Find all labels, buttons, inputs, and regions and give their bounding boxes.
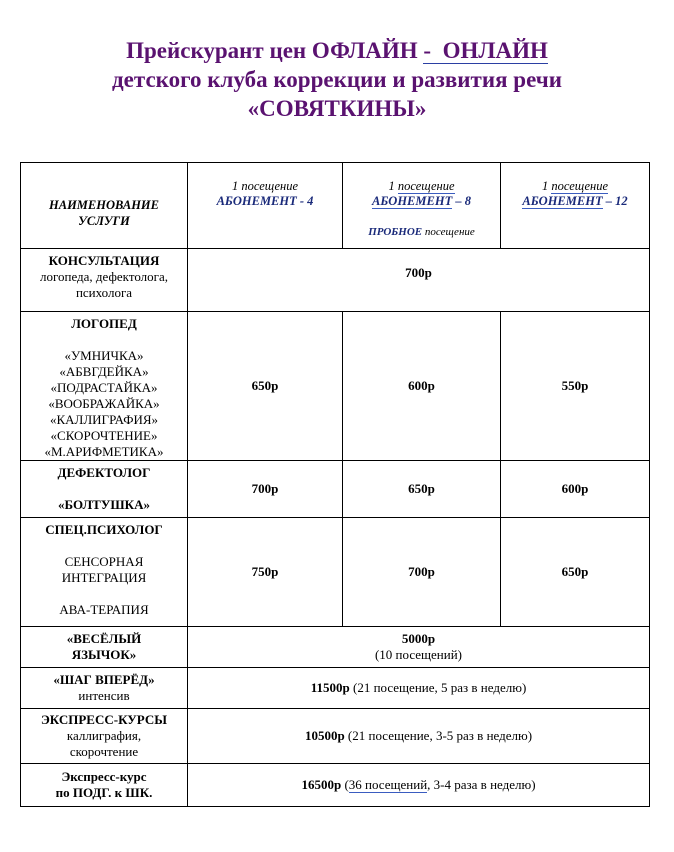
row-logoped — [21, 312, 650, 461]
program-item: «СКОРОЧТЕНИЕ» — [50, 428, 158, 443]
price-psych-8: 700р — [343, 518, 501, 627]
row-school-prep — [21, 764, 650, 807]
title-offline: Прейскурант цен ОФЛАЙН — [126, 38, 418, 63]
header-col1-abon: АБОНЕМЕНТ - 4 — [216, 194, 314, 208]
price-logoped-12: 550р — [501, 312, 650, 461]
service-step-forward: «ШАГ ВПЕРЁД» интенсив — [21, 668, 188, 709]
title-line-3: «СОВЯТКИНЫ» — [247, 96, 427, 121]
service-happy-tongue: «ВЕСЁЛЫЙ ЯЗЫЧОК» — [21, 627, 188, 668]
program-item: «УМНИЧКА» — [64, 348, 144, 363]
program-item: «АБВГДЕЙКА» — [59, 364, 149, 379]
service-express-courses: ЭКСПРЕСС-КУРСЫ каллиграфия, скорочтение — [21, 709, 188, 764]
header-abon12 — [501, 163, 650, 249]
title-online: ОНЛАЙН — [436, 38, 548, 63]
price-defect-8: 650р — [343, 461, 501, 518]
title-separator: - — [423, 38, 437, 63]
row-consultation — [21, 249, 650, 312]
price-table — [20, 162, 650, 807]
header-row — [21, 163, 650, 249]
price-psych-12: 650р — [501, 518, 650, 627]
header-single-abon4 — [188, 163, 343, 249]
service-consultation: КОНСУЛЬТАЦИЯ логопеда, дефектолога, психолога — [21, 249, 188, 312]
header-col3-abon: АБОНЕМЕНТ – 12 — [522, 194, 628, 208]
price-logoped-8: 600р — [343, 312, 501, 461]
program-item: «М.АРИФМЕТИКА» — [44, 444, 164, 459]
row-psychologist — [21, 518, 650, 627]
service-school-prep: Экспресс-курс по ПОДГ. к ШК. — [21, 764, 188, 807]
program-item: «ВООБРАЖАЙКА» — [48, 396, 160, 411]
price-express-courses: 10500р (21 посещение, 3-5 раз в неделю) — [188, 709, 650, 764]
row-defectologist — [21, 461, 650, 518]
price-school-prep: 16500р (36 посещений, 3-4 раза в неделю) — [188, 764, 650, 807]
service-logoped: ЛОГОПЕД «УМНИЧКА» «АБВГДЕЙКА» «ПОДРАСТАЙКА» «ВООБРАЖАЙКА» «КАЛЛИГРАФИЯ» «СКОРОЧТЕНИЕ» «М.АРИФМЕТИКА» — [21, 312, 188, 461]
price-consultation: 700р — [188, 249, 650, 312]
header-trial-visit: ПРОБНОЕ посещение — [368, 226, 475, 238]
page-title — [0, 36, 674, 123]
header-col2-abon: АБОНЕМЕНТ – 8 — [372, 194, 471, 208]
program-item: «КАЛЛИГРАФИЯ» — [49, 412, 159, 427]
service-psychologist: СПЕЦ.ПСИХОЛОГ СЕНСОРНАЯ ИНТЕГРАЦИЯ АВА-ТЕРАПИЯ — [21, 518, 188, 627]
row-express-courses — [21, 709, 650, 764]
title-line-1 — [0, 36, 674, 65]
title-line-2: детского клуба коррекции и развития речи — [112, 67, 562, 92]
header-col3-visit: 1 посещение — [541, 179, 609, 193]
row-step-forward — [21, 668, 650, 709]
row-happy-tongue — [21, 627, 650, 668]
price-defect-1: 700р — [188, 461, 343, 518]
header-col2-visit: 1 посещение — [388, 179, 455, 193]
header-service-name: НАИМЕНОВАНИЕ УСЛУГИ — [21, 163, 188, 249]
header-abon8 — [343, 163, 501, 249]
header-col1-visit: 1 посещение — [231, 179, 299, 193]
price-step-forward: 11500р (21 посещение, 5 раз в неделю) — [188, 668, 650, 709]
price-happy-tongue: 5000р (10 посещений) — [188, 627, 650, 668]
program-item: «ПОДРАСТАЙКА» — [50, 380, 158, 395]
price-logoped-1: 650р — [188, 312, 343, 461]
price-defect-12: 600р — [501, 461, 650, 518]
service-defectologist: ДЕФЕКТОЛОГ «БОЛТУШКА» — [21, 461, 188, 518]
price-psych-1: 750р — [188, 518, 343, 627]
